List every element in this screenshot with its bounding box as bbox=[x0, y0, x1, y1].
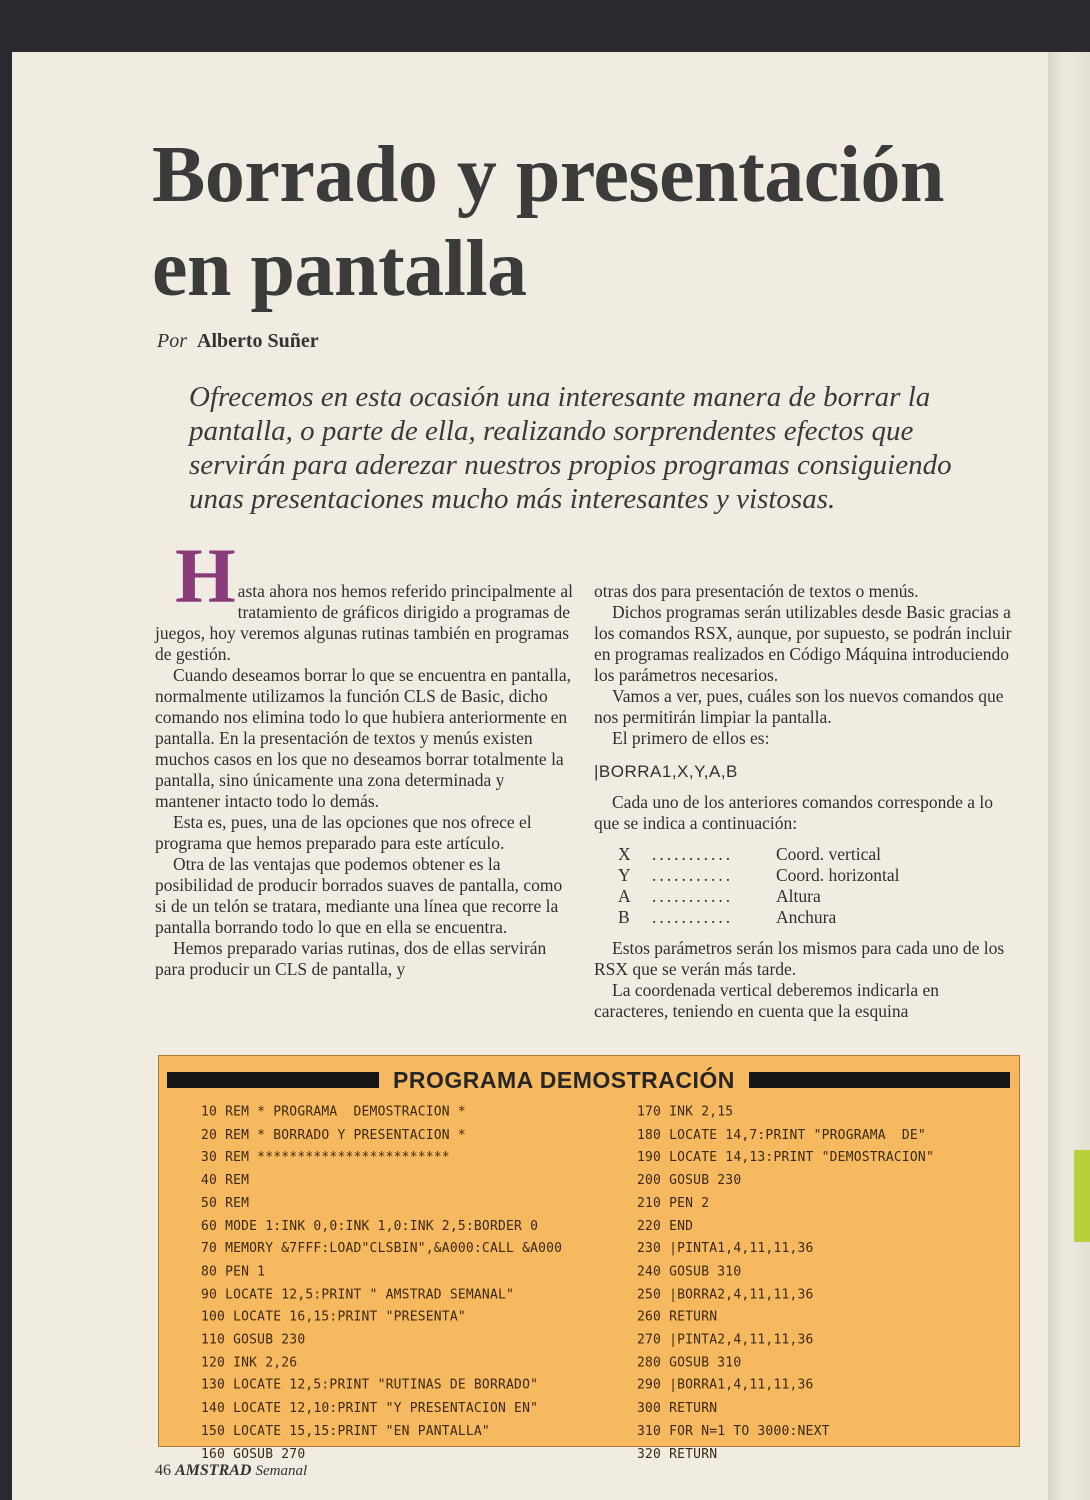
facing-page-color-tab bbox=[1074, 1150, 1090, 1242]
code-line: 80 PEN 1 bbox=[201, 1263, 266, 1280]
byline bbox=[157, 330, 319, 353]
code-line: 250 |BORRA2,4,11,11,36 bbox=[637, 1286, 814, 1303]
column2-paragraph-4: El primero de ellos es: bbox=[612, 728, 770, 748]
code-line: 90 LOCATE 12,5:PRINT " AMSTRAD SEMANAL" bbox=[201, 1286, 515, 1303]
page-number: 46 bbox=[155, 1462, 171, 1479]
byline-author: Alberto Suñer bbox=[197, 330, 319, 352]
text-column-2 bbox=[594, 581, 1014, 1022]
code-line: 10 REM * PROGRAMA DEMOSTRACION * bbox=[201, 1104, 466, 1120]
magazine-suffix: Semanal bbox=[255, 1463, 308, 1479]
column2-paragraph-7: La coordenada vertical deberemos indicarla en caracteres, teniendo en cuenta que la esquina bbox=[594, 980, 939, 1021]
code-line: 40 REM bbox=[201, 1172, 250, 1189]
title-line-1: Borrado y presentación bbox=[152, 131, 944, 219]
column2-paragraph-2: Dichos programas serán utilizables desde Basic gracias a los comandos RSX, aunque, por supuesto, se podrán incluir en programas realizados en Código Máquina introduciendo los parámetros necesarios. bbox=[594, 602, 1012, 685]
code-line: 270 |PINTA2,4,11,11,36 bbox=[637, 1332, 814, 1348]
command-syntax: |BORRA1,X,Y,A,B bbox=[594, 762, 738, 781]
parameter-row: Y ........... Coord. horizontal bbox=[618, 865, 900, 885]
code-line: 100 LOCATE 16,15:PRINT "PRESENTA" bbox=[201, 1309, 466, 1325]
code-line: 30 REM ************************ bbox=[201, 1149, 450, 1166]
code-line: 290 |BORRA1,4,11,11,36 bbox=[637, 1377, 814, 1394]
page-footer bbox=[155, 1462, 307, 1480]
column2-paragraph-6: Estos parámetros serán los mismos para cada uno de los RSX que se verán más tarde. bbox=[594, 938, 1005, 979]
code-line: 150 LOCATE 15,15:PRINT "EN PANTALLA" bbox=[201, 1423, 490, 1439]
code-line: 240 GOSUB 310 bbox=[637, 1263, 742, 1280]
byline-prefix: Por bbox=[157, 330, 187, 352]
code-line: 70 MEMORY &7FFF:LOAD"CLSBIN",&A000:CALL &A000 bbox=[201, 1240, 563, 1257]
code-line: 50 REM bbox=[201, 1195, 250, 1212]
code-line: 320 RETURN bbox=[637, 1445, 718, 1462]
code-line: 110 GOSUB 230 bbox=[201, 1332, 306, 1348]
banner-bar-left bbox=[167, 1072, 379, 1088]
article-title bbox=[152, 128, 1052, 316]
code-line: 260 RETURN bbox=[637, 1309, 718, 1325]
parameter-row: X ........... Coord. vertical bbox=[618, 844, 881, 864]
code-line: 210 PEN 2 bbox=[637, 1195, 710, 1212]
parameter-row: B ........... Anchura bbox=[618, 907, 837, 927]
parameter-list bbox=[618, 844, 1014, 928]
column1-paragraph-2: Cuando deseamos borrar lo que se encuentra en pantalla, normalmente utilizamos la función CLS de Basic, dicho comando nos elimina todo lo que hubiera anteriormente en pantalla. En la presentación de textos y menús existen muchos casos en los que no deseamos borrar totalmente la pantalla, sino únicamente una zona determinada y mantener intacto todo lo demás. bbox=[155, 665, 571, 811]
listing-right-column bbox=[637, 1101, 934, 1466]
title-line-2: en pantalla bbox=[152, 225, 527, 313]
column2-paragraph-1: otras dos para presentación de textos o menús. bbox=[594, 581, 919, 601]
column1-paragraph-1: Hasta ahora nos hemos referido principalmente al tratamiento de gráficos dirigido a programas de juegos, hoy veremos algunas rutinas también en programas de gestión. bbox=[155, 532, 573, 664]
listing-title: PROGRAMA DEMOSTRACIÓN bbox=[393, 1066, 735, 1093]
column1-paragraph-5: Hemos preparado varias rutinas, dos de ellas servirán para producir un CLS de pantalla, y bbox=[155, 938, 547, 979]
column1-paragraph-3: Esta es, pues, una de las opciones que nos ofrece el programa que hemos preparado para este artículo. bbox=[155, 812, 532, 853]
code-line: 190 LOCATE 14,13:PRINT "DEMOSTRACION" bbox=[637, 1149, 934, 1166]
code-line: 120 INK 2,26 bbox=[201, 1354, 298, 1371]
code-line: 160 GOSUB 270 bbox=[201, 1445, 306, 1462]
code-line: 170 INK 2,15 bbox=[637, 1104, 734, 1120]
code-line: 300 RETURN bbox=[637, 1400, 718, 1417]
drop-cap: H bbox=[175, 532, 236, 619]
intro-paragraph bbox=[155, 380, 995, 516]
banner-bar-right bbox=[749, 1072, 1010, 1088]
text-column-1 bbox=[155, 532, 573, 980]
code-line: 280 GOSUB 310 bbox=[637, 1354, 742, 1371]
code-line: 230 |PINTA1,4,11,11,36 bbox=[637, 1240, 814, 1257]
code-line: 60 MODE 1:INK 0,0:INK 1,0:INK 2,5:BORDER 0 bbox=[201, 1218, 539, 1234]
code-line: 310 FOR N=1 TO 3000:NEXT bbox=[637, 1423, 830, 1439]
program-listing-box bbox=[158, 1055, 1020, 1462]
listing-banner bbox=[167, 1067, 1010, 1093]
code-line: 130 LOCATE 12,5:PRINT "RUTINAS DE BORRADO" bbox=[201, 1377, 539, 1394]
column1-paragraph-4: Otra de las ventajas que podemos obtener es la posibilidad de producir borrados suaves de pantalla, como si de un telón se tratara, mediante una línea que recorre la pantalla borrando todo lo que en ella se encuentra. bbox=[155, 854, 563, 937]
facing-page-edge bbox=[1048, 52, 1090, 1500]
column2-paragraph-5: Cada uno de los anteriores comandos corresponde a lo que se indica a continuación: bbox=[594, 792, 993, 833]
parameter-row: A ........... Altura bbox=[618, 886, 821, 906]
column2-paragraph-3: Vamos a ver, pues, cuáles son los nuevos comandos que nos permitirán limpiar la pantalla. bbox=[594, 686, 1004, 727]
code-line: 140 LOCATE 12,10:PRINT "Y PRESENTACION EN" bbox=[201, 1400, 539, 1417]
code-line: 200 GOSUB 230 bbox=[637, 1172, 742, 1189]
code-line: 20 REM * BORRADO Y PRESENTACION * bbox=[201, 1126, 466, 1143]
intro-text: Ofrecemos en esta ocasión una interesante manera de borrar la pantalla, o parte de ella, realizando sorprendentes efectos que servirán para aderezar nuestros propios programas consiguiendo unas presentaciones mucho más interesantes y vistosas. bbox=[189, 381, 952, 515]
magazine-name: AMSTRAD bbox=[175, 1462, 252, 1479]
code-line: 180 LOCATE 14,7:PRINT "PROGRAMA DE" bbox=[637, 1126, 926, 1143]
listing-left-column bbox=[201, 1101, 562, 1466]
code-line: 220 END bbox=[637, 1218, 694, 1234]
